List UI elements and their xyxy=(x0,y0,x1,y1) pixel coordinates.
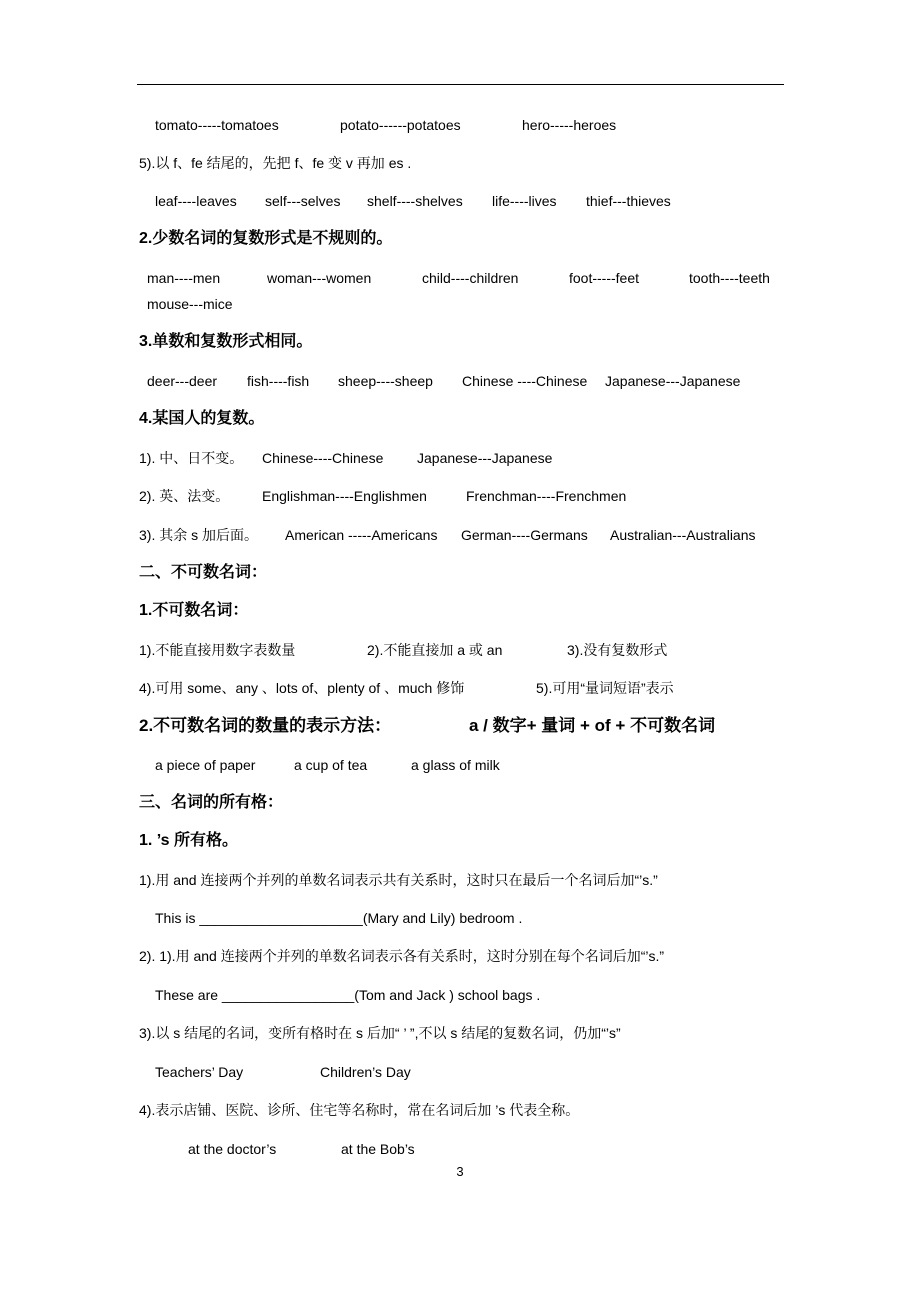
word-pair: deer---deer xyxy=(147,373,218,389)
rule-text: 2).不能直接加 a 或 an xyxy=(367,642,503,658)
word-pair: Frenchman----Frenchmen xyxy=(466,488,627,504)
word-pair: tomato-----tomatoes xyxy=(155,117,279,133)
heading-uncountable: 1.不可数名词： xyxy=(139,602,249,619)
example-phrase: at the doctor’s xyxy=(188,1141,277,1157)
header-rule xyxy=(137,84,784,85)
rule-label: 1). 中、日不变。 xyxy=(139,450,244,466)
section-uncountable: 二、不可数名词： xyxy=(139,564,268,581)
heading-possessive: 1. ’s 所有格。 xyxy=(139,832,238,849)
rule-text: 4).可用 some、any 、lots of、plenty of 、much 修饰 xyxy=(139,680,465,696)
rule-text: 5).可用“量词短语”表示 xyxy=(536,680,674,696)
heading-text: 2.不可数名词的数量的表示方法： xyxy=(139,716,392,735)
possessive-rule-3: 3).以 s 结尾的名词，变所有格时在 s 后加“ ’ ”,不以 s 结尾的复数名词，仍加“’s” xyxy=(139,1025,621,1041)
example-phrase: a glass of milk xyxy=(411,757,500,773)
example-phrase: Teachers’ Day xyxy=(155,1064,244,1080)
word-pair: Japanese---Japanese xyxy=(417,450,553,466)
example-phrase: at the Bob’s xyxy=(341,1141,415,1157)
word-pair: sheep----sheep xyxy=(338,373,433,389)
word-pair: tooth----teeth xyxy=(689,270,770,286)
page-number: 3 xyxy=(456,1164,464,1179)
possessive-rule-1: 1).用 and 连接两个并列的单数名词表示共有关系时，这时只在最后一个名词后加“’s.” xyxy=(139,872,658,888)
word-pair: woman---women xyxy=(267,270,372,286)
section-possessive: 三、名词的所有格： xyxy=(139,794,284,811)
word-pair: Chinese ----Chinese xyxy=(462,373,588,389)
word-pair: thief---thieves xyxy=(586,193,671,209)
rule-text: 3).没有复数形式 xyxy=(567,642,668,658)
word-pair: life----lives xyxy=(492,193,557,209)
word-pair: potato------potatoes xyxy=(340,117,461,133)
possessive-example-2: These are _________________(Tom and Jack ) school bags . xyxy=(155,987,541,1003)
rule-text: 1).不能直接用数字表数量 xyxy=(139,642,296,658)
word-pair: Englishman----Englishmen xyxy=(262,488,427,504)
word-pair: fish----fish xyxy=(247,373,310,389)
word-pair: American -----Americans xyxy=(285,527,438,543)
formula-text: a / 数字+ 量词 + of + 不可数名词 xyxy=(469,716,716,735)
heading-nationality: 4.某国人的复数。 xyxy=(139,410,265,427)
example-phrase: a piece of paper xyxy=(155,757,256,773)
possessive-example-1: This is _____________________(Mary and Lily) bedroom . xyxy=(155,910,523,926)
example-phrase: Children’s Day xyxy=(320,1064,411,1080)
word-pair: Australian---Australians xyxy=(610,527,756,543)
word-pair: German----Germans xyxy=(461,527,588,543)
word-pair: child----children xyxy=(422,270,519,286)
possessive-rule-4: 4).表示店铺、医院、诊所、住宅等名称时，常在名词后加 ’s 代表全称。 xyxy=(139,1102,580,1118)
word-pair: self---selves xyxy=(265,193,341,209)
heading-same-form: 3.单数和复数形式相同。 xyxy=(139,333,313,350)
rule-label: 2). 英、法变。 xyxy=(139,488,230,504)
word-pair: hero-----heroes xyxy=(522,117,617,133)
word-pair: Chinese----Chinese xyxy=(262,450,384,466)
word-pair: mouse---mice xyxy=(147,296,233,312)
word-pair: foot-----feet xyxy=(569,270,640,286)
word-pair: shelf----shelves xyxy=(367,193,463,209)
heading-irregular: 2.少数名词的复数形式是不规则的。 xyxy=(139,230,393,247)
word-pair: Japanese---Japanese xyxy=(605,373,741,389)
word-pair: man----men xyxy=(147,270,221,286)
word-pair: leaf----leaves xyxy=(155,193,237,209)
rule-label: 3). 其余 s 加后面。 xyxy=(139,527,259,543)
possessive-rule-2: 2). 1).用 and 连接两个并列的单数名词表示各有关系时，这时分别在每个名词后加“’s.” xyxy=(139,948,665,964)
example-phrase: a cup of tea xyxy=(294,757,368,773)
rule-f-fe: 5).以 f、fe 结尾的，先把 f、fe 变 v 再加 es . xyxy=(139,155,412,171)
